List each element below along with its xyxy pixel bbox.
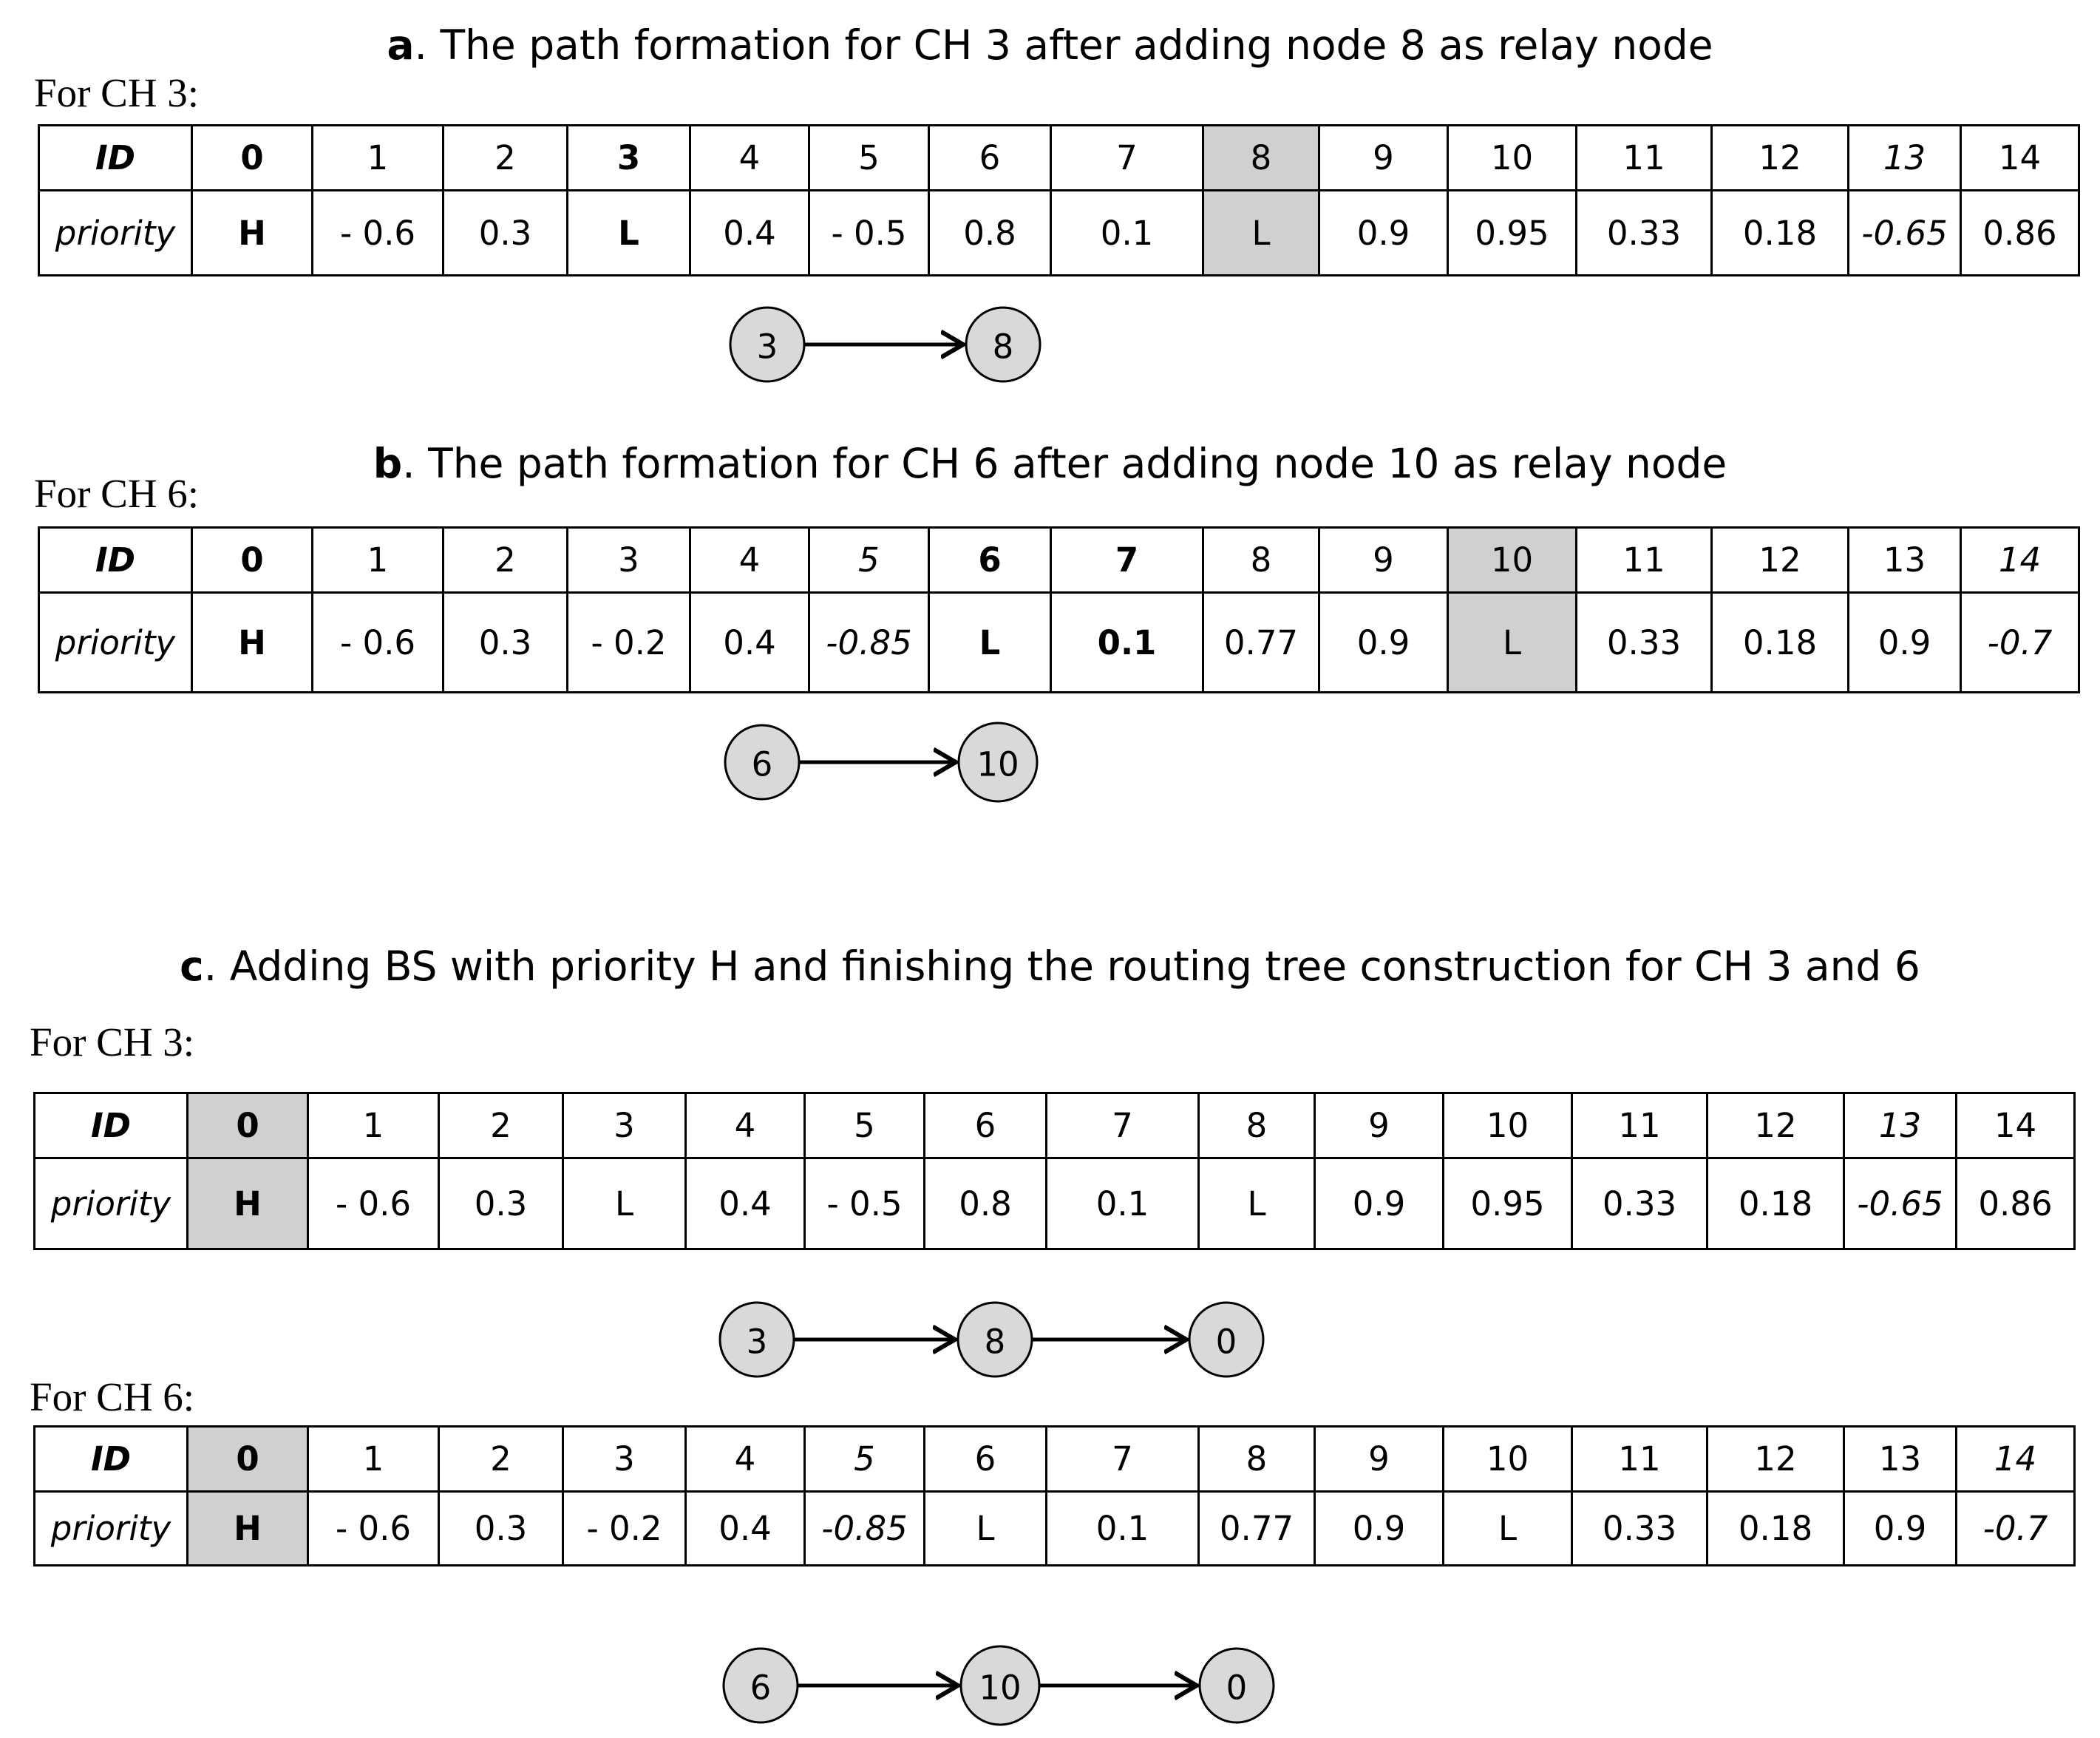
priority-cell-node-9: 0.9	[1315, 1492, 1444, 1566]
title-b	[0, 440, 2100, 487]
priority-cell-node-3: - 0.2	[568, 593, 690, 693]
priority-cell-node-4: 0.4	[690, 191, 809, 276]
id-cell-node-2: 2	[444, 528, 568, 593]
priority-cell-node-12: 0.18	[1707, 1158, 1844, 1249]
priority-cell-node-2: 0.3	[444, 191, 568, 276]
priority-cell-node-0: H	[188, 1492, 308, 1566]
priority-cell-node-5: -0.85	[809, 593, 929, 693]
priority-cell-node-9: 0.9	[1315, 1158, 1444, 1249]
id-cell-node-12: 12	[1707, 1093, 1844, 1158]
priority-cell-node-1: - 0.6	[313, 191, 444, 276]
path-c6	[724, 1646, 1274, 1725]
title-c	[0, 943, 2100, 990]
priority-cell-node-0: H	[192, 593, 313, 693]
priority-cell-node-14: 0.86	[1957, 1158, 2075, 1249]
priority-row-header: priority	[39, 593, 192, 693]
id-cell-node-7: 7	[1047, 1427, 1199, 1492]
id-cell-node-1: 1	[308, 1427, 439, 1492]
title-b-letter: b	[373, 440, 403, 487]
id-cell-node-0: 0	[192, 528, 313, 593]
priority-cell-node-13: -0.65	[1849, 191, 1961, 276]
priority-cell-node-11: 0.33	[1577, 593, 1712, 693]
id-cell-node-1: 1	[313, 126, 444, 191]
path-a	[730, 308, 1040, 381]
priority-cell-node-1: - 0.6	[308, 1158, 439, 1249]
priority-cell-node-11: 0.33	[1572, 1158, 1707, 1249]
priority-table-c-ch3	[33, 1092, 2076, 1250]
id-cell-node-0: 0	[188, 1093, 308, 1158]
priority-cell-node-6: 0.8	[929, 191, 1051, 276]
id-cell-node-8: 8	[1203, 528, 1319, 593]
id-cell-node-9: 9	[1319, 126, 1448, 191]
priority-table-b	[38, 526, 2080, 693]
path-node-label: 6	[750, 1668, 772, 1708]
priority-row	[35, 1492, 2075, 1566]
label-for-ch6-b: For CH 6:	[34, 471, 200, 516]
id-cell-node-4: 4	[690, 528, 809, 593]
priority-cell-node-11: 0.33	[1572, 1492, 1707, 1566]
priority-cell-node-14: -0.7	[1961, 593, 2079, 693]
path-node-label: 10	[979, 1668, 1022, 1708]
id-cell-node-13: 13	[1844, 1427, 1957, 1492]
priority-cell-node-12: 0.18	[1712, 593, 1849, 693]
priority-cell-node-6: L	[929, 593, 1051, 693]
id-cell-node-9: 9	[1315, 1427, 1444, 1492]
path-node-label: 8	[992, 327, 1014, 367]
title-c-text: . Adding BS with priority H and finishing the routing tree construction for CH 3 and 6	[203, 943, 1920, 990]
id-cell-node-0: 0	[188, 1427, 308, 1492]
id-cell-node-13: 13	[1849, 528, 1961, 593]
id-cell-node-2: 2	[439, 1427, 563, 1492]
priority-cell-node-3: L	[563, 1158, 686, 1249]
id-cell-node-11: 11	[1572, 1093, 1707, 1158]
priority-row-header: priority	[39, 191, 192, 276]
id-cell-node-12: 12	[1712, 528, 1849, 593]
priority-cell-node-7: 0.1	[1047, 1158, 1199, 1249]
priority-cell-node-0: H	[188, 1158, 308, 1249]
priority-row-header: priority	[35, 1492, 188, 1566]
id-cell-node-1: 1	[308, 1093, 439, 1158]
id-row-header: ID	[39, 528, 192, 593]
id-cell-node-8: 8	[1203, 126, 1319, 191]
priority-cell-node-5: - 0.5	[809, 191, 929, 276]
id-cell-node-10: 10	[1448, 528, 1577, 593]
id-cell-node-5: 5	[809, 528, 929, 593]
id-cell-node-7: 7	[1051, 528, 1203, 593]
path-node-label: 8	[984, 1322, 1006, 1362]
priority-cell-node-1: - 0.6	[313, 593, 444, 693]
priority-cell-node-8: L	[1199, 1158, 1315, 1249]
priority-cell-node-7: 0.1	[1047, 1492, 1199, 1566]
path-c3	[720, 1303, 1263, 1377]
id-row-header: ID	[35, 1427, 188, 1492]
priority-cell-node-5: - 0.5	[805, 1158, 925, 1249]
priority-cell-node-4: 0.4	[686, 1492, 805, 1566]
priority-cell-node-5: -0.85	[805, 1492, 925, 1566]
priority-cell-node-7: 0.1	[1051, 191, 1203, 276]
id-cell-node-6: 6	[925, 1427, 1047, 1492]
priority-cell-node-4: 0.4	[690, 593, 809, 693]
path-node-label: 6	[751, 744, 773, 784]
priority-cell-node-14: 0.86	[1961, 191, 2079, 276]
id-cell-node-6: 6	[925, 1093, 1047, 1158]
id-cell-node-14: 14	[1961, 126, 2079, 191]
id-cell-node-10: 10	[1448, 126, 1577, 191]
id-cell-node-1: 1	[313, 528, 444, 593]
path-node-label: 10	[976, 744, 1019, 784]
priority-cell-node-1: - 0.6	[308, 1492, 439, 1566]
priority-cell-node-14: -0.7	[1957, 1492, 2075, 1566]
id-cell-node-5: 5	[809, 126, 929, 191]
id-cell-node-8: 8	[1199, 1093, 1315, 1158]
id-cell-node-13: 13	[1849, 126, 1961, 191]
path-node-label: 0	[1215, 1322, 1237, 1362]
priority-cell-node-3: - 0.2	[563, 1492, 686, 1566]
priority-cell-node-8: 0.77	[1199, 1492, 1315, 1566]
path-b	[725, 723, 1037, 801]
title-a-text: . The path formation for CH 3 after adding node 8 as relay node	[414, 21, 1713, 69]
path-node-label: 0	[1226, 1668, 1248, 1708]
id-cell-node-10: 10	[1444, 1427, 1572, 1492]
priority-cell-node-9: 0.9	[1319, 191, 1448, 276]
id-cell-node-4: 4	[686, 1093, 805, 1158]
id-cell-node-4: 4	[690, 126, 809, 191]
priority-cell-node-6: 0.8	[925, 1158, 1047, 1249]
priority-cell-node-10: L	[1444, 1492, 1572, 1566]
id-cell-node-3: 3	[568, 126, 690, 191]
priority-cell-node-2: 0.3	[439, 1158, 563, 1249]
priority-cell-node-4: 0.4	[686, 1158, 805, 1249]
title-a-letter: a	[387, 21, 415, 69]
priority-cell-node-11: 0.33	[1577, 191, 1712, 276]
id-cell-node-0: 0	[192, 126, 313, 191]
id-row	[35, 1427, 2075, 1492]
id-cell-node-5: 5	[805, 1427, 925, 1492]
title-c-letter: c	[180, 943, 204, 990]
title-b-text: . The path formation for CH 6 after adding node 10 as relay node	[402, 440, 1727, 487]
id-cell-node-2: 2	[439, 1093, 563, 1158]
path-node-label: 3	[756, 327, 778, 367]
priority-cell-node-10: L	[1448, 593, 1577, 693]
id-cell-node-2: 2	[444, 126, 568, 191]
priority-cell-node-8: 0.77	[1203, 593, 1319, 693]
priority-cell-node-13: 0.9	[1849, 593, 1961, 693]
priority-cell-node-0: H	[192, 191, 313, 276]
label-for-ch3-c: For CH 3:	[30, 1019, 195, 1065]
label-for-ch6-c: For CH 6:	[30, 1374, 195, 1419]
id-cell-node-4: 4	[686, 1427, 805, 1492]
id-cell-node-3: 3	[563, 1427, 686, 1492]
id-cell-node-10: 10	[1444, 1093, 1572, 1158]
id-cell-node-13: 13	[1844, 1093, 1957, 1158]
label-for-ch3-a: For CH 3:	[34, 70, 200, 115]
priority-cell-node-13: -0.65	[1844, 1158, 1957, 1249]
id-row	[39, 528, 2079, 593]
id-cell-node-7: 7	[1051, 126, 1203, 191]
priority-row	[39, 593, 2079, 693]
id-cell-node-14: 14	[1961, 528, 2079, 593]
priority-cell-node-10: 0.95	[1448, 191, 1577, 276]
id-cell-node-6: 6	[929, 528, 1051, 593]
id-cell-node-7: 7	[1047, 1093, 1199, 1158]
id-cell-node-3: 3	[568, 528, 690, 593]
id-cell-node-14: 14	[1957, 1093, 2075, 1158]
id-cell-node-14: 14	[1957, 1427, 2075, 1492]
id-cell-node-9: 9	[1315, 1093, 1444, 1158]
id-cell-node-5: 5	[805, 1093, 925, 1158]
priority-row-header: priority	[35, 1158, 188, 1249]
id-cell-node-9: 9	[1319, 528, 1448, 593]
id-cell-node-11: 11	[1577, 528, 1712, 593]
id-cell-node-12: 12	[1712, 126, 1849, 191]
priority-cell-node-8: L	[1203, 191, 1319, 276]
id-row	[35, 1093, 2075, 1158]
id-cell-node-12: 12	[1707, 1427, 1844, 1492]
priority-cell-node-2: 0.3	[439, 1492, 563, 1566]
priority-cell-node-7: 0.1	[1051, 593, 1203, 693]
priority-cell-node-9: 0.9	[1319, 593, 1448, 693]
priority-cell-node-12: 0.18	[1707, 1492, 1844, 1566]
priority-cell-node-2: 0.3	[444, 593, 568, 693]
id-cell-node-3: 3	[563, 1093, 686, 1158]
path-node-label: 3	[746, 1322, 768, 1362]
priority-cell-node-10: 0.95	[1444, 1158, 1572, 1249]
priority-cell-node-6: L	[925, 1492, 1047, 1566]
id-cell-node-8: 8	[1199, 1427, 1315, 1492]
id-row-header: ID	[35, 1093, 188, 1158]
priority-row	[35, 1158, 2075, 1249]
priority-cell-node-13: 0.9	[1844, 1492, 1957, 1566]
priority-table-c-ch6	[33, 1425, 2076, 1566]
id-cell-node-11: 11	[1577, 126, 1712, 191]
priority-cell-node-12: 0.18	[1712, 191, 1849, 276]
priority-cell-node-3: L	[568, 191, 690, 276]
id-cell-node-6: 6	[929, 126, 1051, 191]
id-cell-node-11: 11	[1572, 1427, 1707, 1492]
id-row-header: ID	[39, 126, 192, 191]
